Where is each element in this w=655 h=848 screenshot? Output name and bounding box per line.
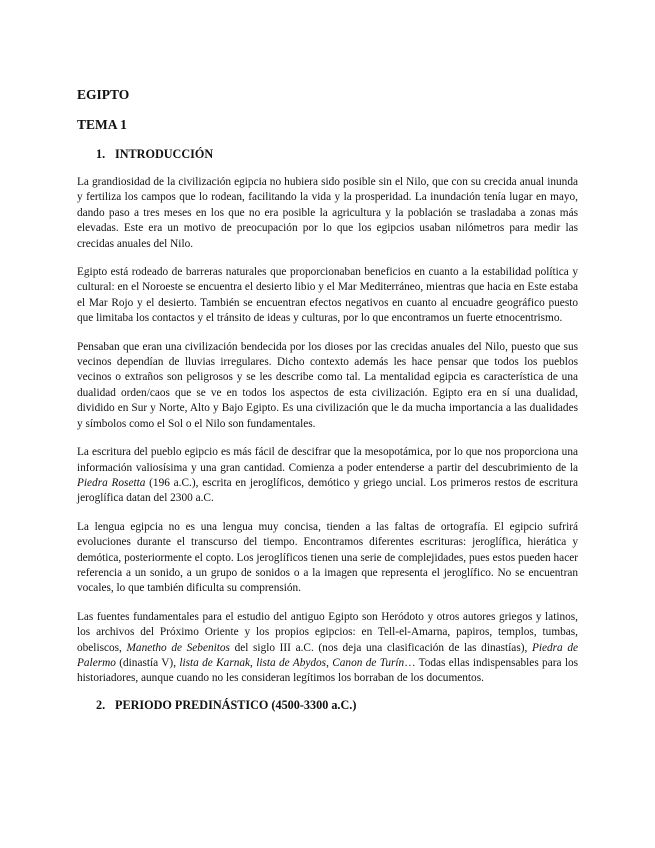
- paragraph-text: La grandiosidad de la civilización egipcia no hubiera sido posible sin el Nilo, que con su crecida anual inunda y fertiliza los campos que lo rodean, facilitando la vida y la prosperidad. La inundación tenía lugar en mayo, dando paso a tres meses en los que no era posible la agricultura y la población se trasladaba a zonas más elevadas. Este era un motivo de preocupación por lo que los egipcios usaban nilómetros para medir las crecidas anuales del Nilo.: [77, 176, 578, 250]
- paragraph-text: Egipto está rodeado de barreras naturales que proporcionaban beneficios en cuanto a la estabilidad política y cultural: en el Noroeste se encuentra el desierto libio y el Mar Mediterráneo, mientras que hacia en Este estaba el Mar Rojo y el desierto. También se encuentran efectos negativos en cuanto al encuadre geográfico puesto que limitaba los contactos y el tránsito de ideas y culturas, por lo que encontramos un fuerte etnocentrismo.: [77, 266, 578, 325]
- paragraph: [77, 340, 578, 432]
- italic-reference: lista de Karnak: [179, 656, 251, 669]
- section-title: PERIODO PREDINÁSTICO (4500-3300 a.C.): [115, 697, 357, 712]
- paragraph-text: (196 a.C.), escrita en jeroglíficos, demótico y griego uncial. Los primeros restos de escritura jeroglífica datan del 2300 a.C.: [77, 476, 578, 505]
- paragraph: [77, 445, 578, 507]
- paragraph: [77, 265, 578, 327]
- paragraph-text: … Todas ellas indispensables para los historiadores, aunque cuando no les consideran legítimos los borraban de los documentos.: [77, 656, 579, 685]
- section-number: 2.: [96, 697, 106, 712]
- body-text: [77, 175, 578, 687]
- section-title: INTRODUCCIÓN: [115, 147, 214, 161]
- paragraph-text: La lengua egipcia no es una lengua muy concisa, tienden a las faltas de ortografía. El egipcio sufrirá evoluciones durante el transcurso del tiempo. Encontramos diferentes escrituras: jeroglífica, hierática y demótica, posteriormente el copto. Los jeroglíficos tienen una serie de complejidades, pues estos pueden hacer referencia a un sonido, a un grupo de sonidos o a la imagen que representa el jeroglífico. No se encuentran vocales, lo que también dificulta su comprensión.: [77, 520, 578, 595]
- document-subtitle: TEMA 1: [77, 117, 127, 132]
- paragraph-text: (dinastía V),: [115, 656, 180, 669]
- paragraph-text: del siglo III a.C. (nos deja una clasificación de las dinastías),: [229, 641, 532, 654]
- italic-reference: Piedra de Palermo: [77, 641, 579, 669]
- italic-reference: Piedra Rosetta: [77, 476, 146, 489]
- paragraph: [77, 610, 578, 687]
- paragraph-text: La escritura del pueblo egipcio es más fácil de descifrar que la mesopotámica, por lo que nos proporciona una información valiosísima y una gran cantidad. Comienza a poder entenderse a partir del descubrimiento de la: [77, 446, 578, 474]
- italic-reference: lista de Abydos: [256, 656, 327, 669]
- section-heading-periodo-predinastico: [96, 697, 578, 713]
- italic-reference: Canon de Turín: [332, 656, 405, 669]
- paragraph-text: ,: [326, 656, 333, 669]
- section-heading-introduccion: [96, 146, 578, 162]
- section-number: 1.: [96, 147, 106, 161]
- paragraph-text: Pensaban que eran una civilización bendecida por los dioses por las crecidas anuales del Nilo, puesto que sus vecinos dependían de lluvias irregulares. Dicho contexto además les hace pensar que todos los pueblos vecinos o extraños son peligrosos y se les describe como tal. La mentalidad egipcia es característica de una dualidad orden/caos que se ve en todos los aspectos de esta civilización. Egipto era en sí una dualidad, dividido en Sur y Norte, Alto y Bajo Egipto. Es una civilización que le da mucha importancia a las dualidades y símbolos como el Sol o el Nilo son fundamentales.: [77, 340, 578, 430]
- document-title: EGIPTO: [77, 87, 130, 102]
- paragraph: [77, 175, 578, 252]
- paragraph-text: Las fuentes fundamentales para el estudio del antiguo Egipto son Heródoto y otros autores griegos y latinos, los archivos del Próximo Oriente y los propios egipcios: en Tell-el-Amarna, papiros, templos, tumbas, obeliscos,: [77, 610, 578, 654]
- italic-reference: Manetho de Sebenitos: [126, 641, 230, 654]
- paragraph: [77, 520, 578, 597]
- paragraph-text: ,: [250, 656, 257, 669]
